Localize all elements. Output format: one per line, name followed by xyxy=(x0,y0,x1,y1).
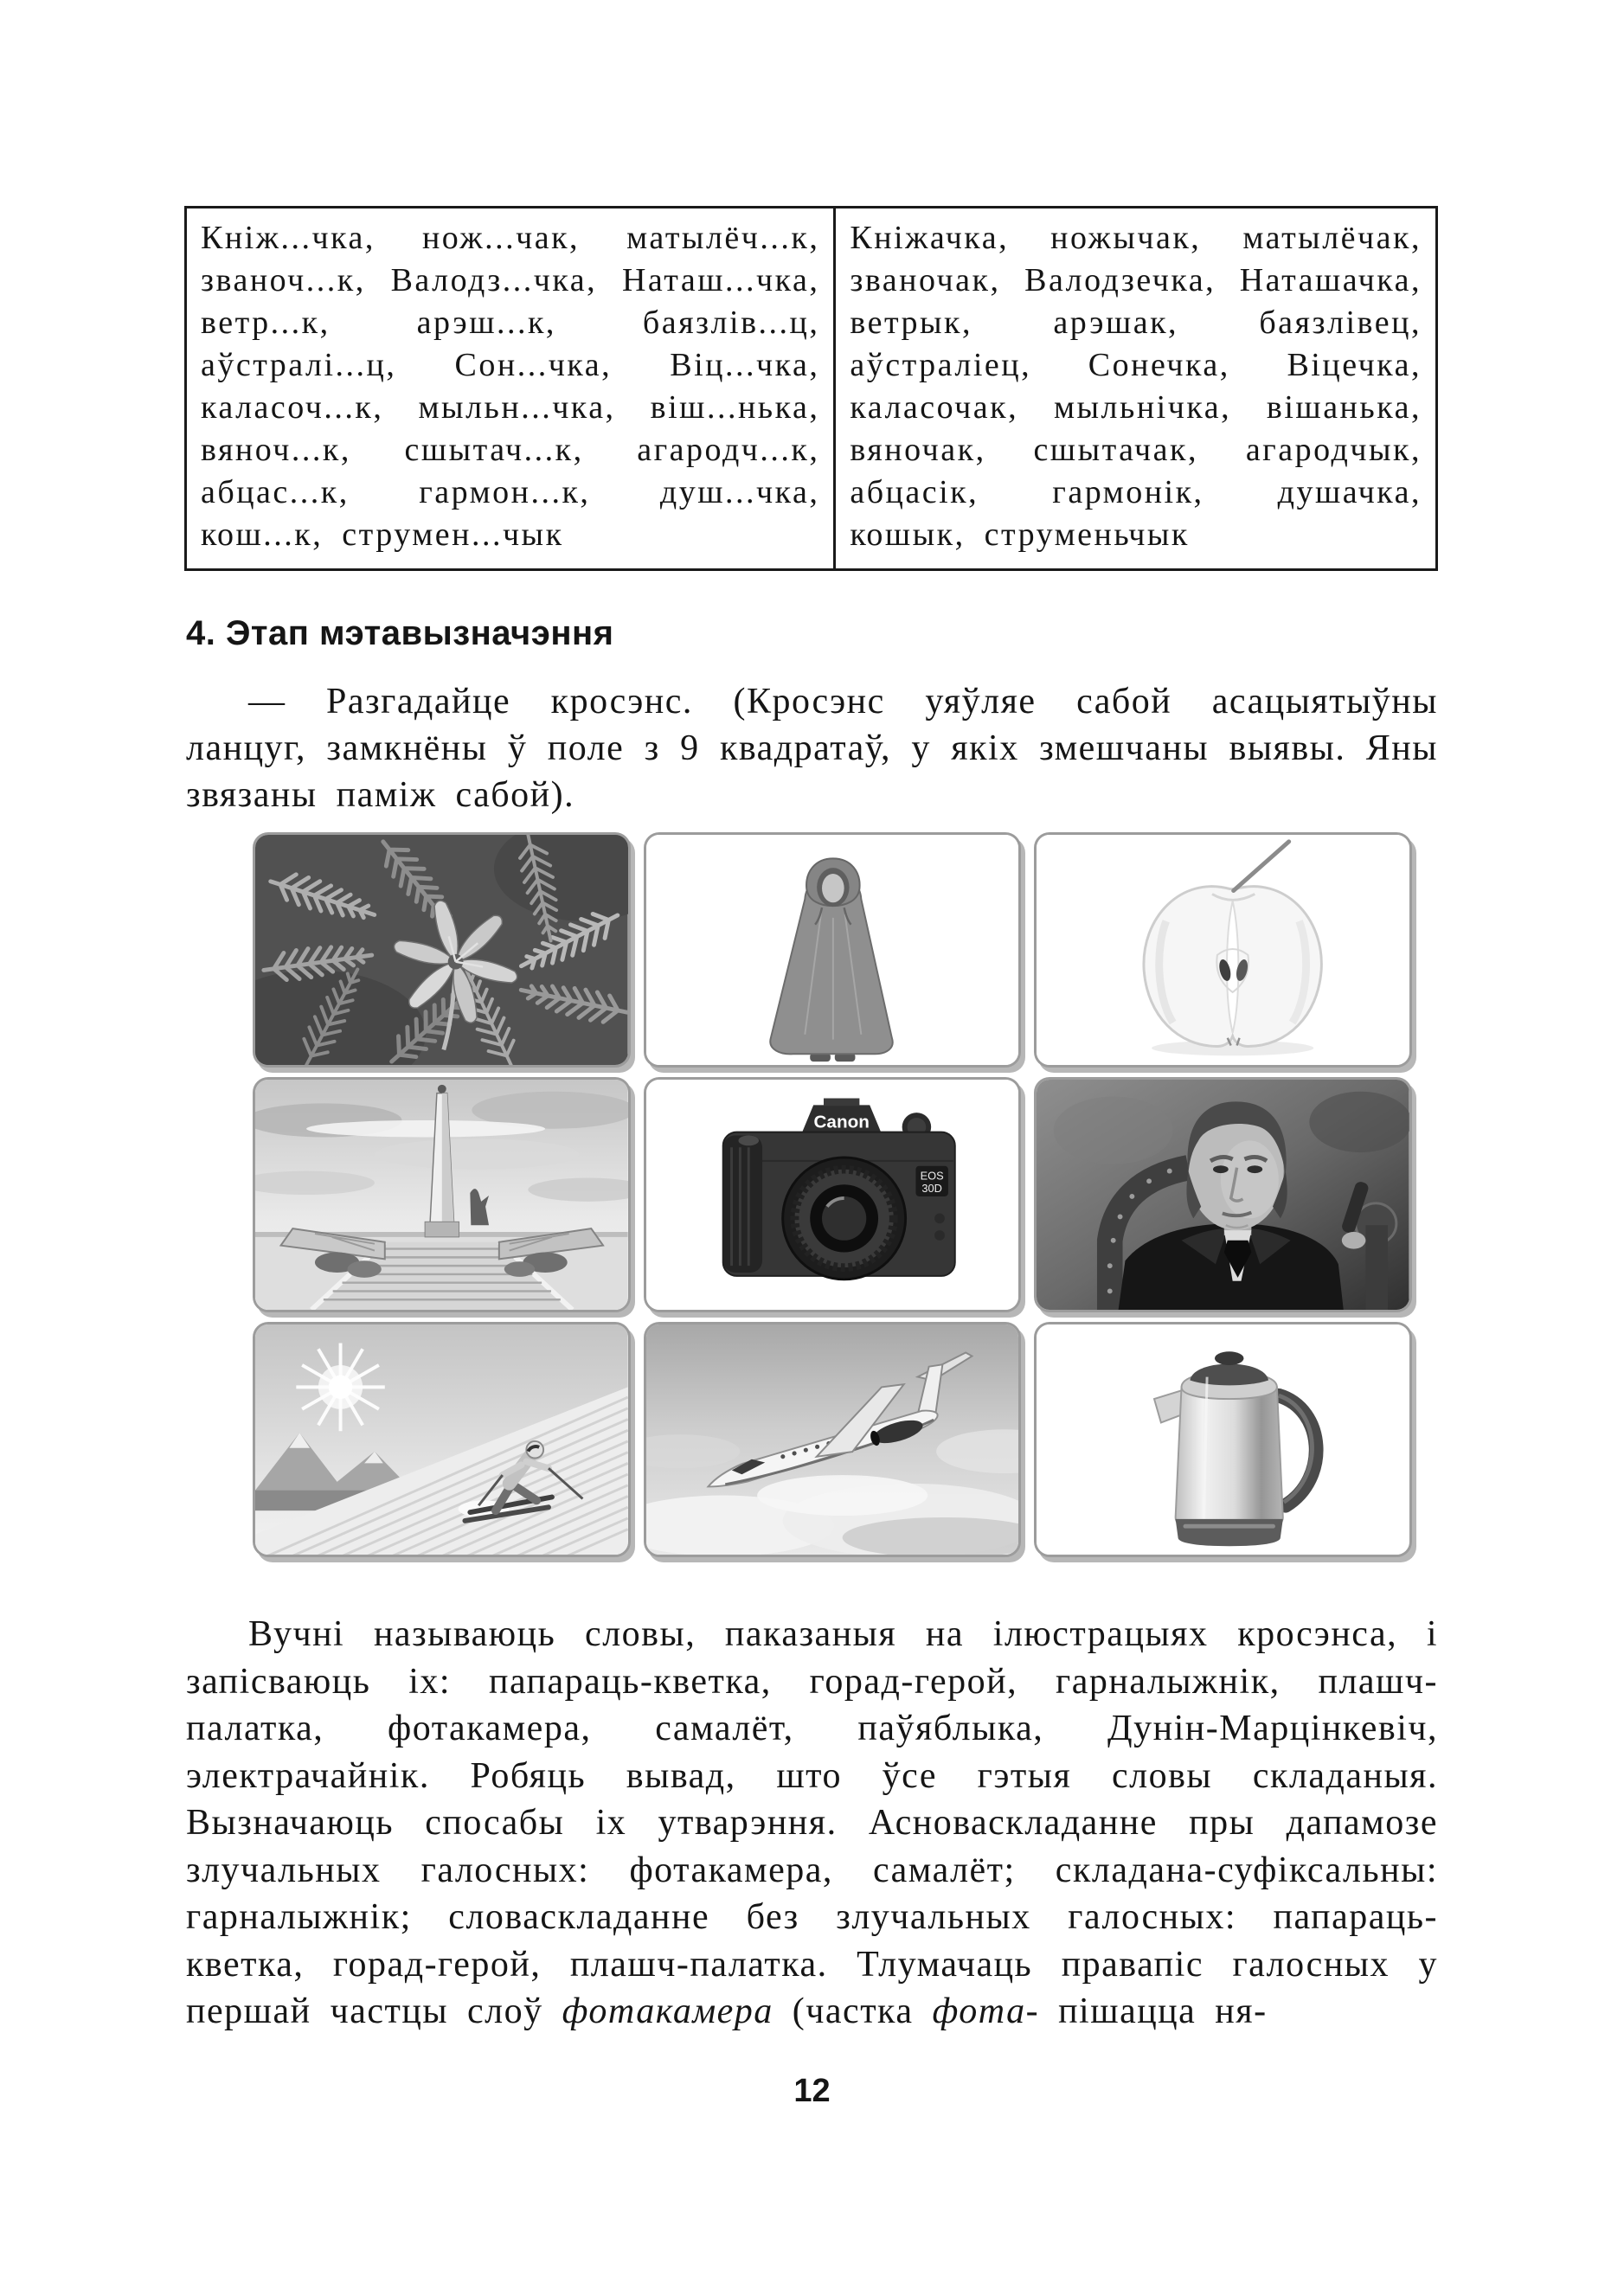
jet-airplane-image xyxy=(646,1324,1019,1555)
crossens-grid xyxy=(253,832,1412,1557)
crossens-cell-kettle xyxy=(1034,1322,1412,1557)
photo-camera-image xyxy=(646,1080,1019,1310)
table-column-unsolved: Кніж...чка, нож...чак, матылёч...к, званоч...к, Валодз...чка, Наташ...чка, ветр...к, арэш...к, баязлів...ц, аўстралі...ц, Сон...чка, Віц...чка, каласоч...к, мыльн...чка, віш...нька, вяноч...к, сшытач...к, агародч...к, абцас...к, гармон...к, душ...чка, кош...к, струмен...чык xyxy=(187,208,836,568)
camera-model-bottom-label: 30D xyxy=(921,1182,942,1196)
fern-flower-image xyxy=(255,835,628,1065)
exercise-words-table xyxy=(184,206,1438,571)
crossens-cell-camera xyxy=(644,1077,1022,1312)
electric-kettle-image xyxy=(1037,1324,1409,1555)
crossens-cell-airplane xyxy=(644,1322,1022,1557)
crossens-cell-monument xyxy=(253,1077,631,1312)
apple-half-image xyxy=(1037,835,1409,1065)
crossens-cell-fern-flower xyxy=(253,832,631,1068)
discussion-italic-word: фотакамера xyxy=(562,1991,773,2031)
section-heading: 4. Этап мэтавызначэння xyxy=(186,614,614,652)
discussion-part2: (частка xyxy=(773,1991,933,2031)
hero-city-monument-image xyxy=(255,1080,628,1310)
rain-cape-person-image xyxy=(646,835,1019,1065)
camera-model-top-label: EOS xyxy=(920,1169,944,1183)
crossens-cell-portrait xyxy=(1034,1077,1412,1312)
crossens-cell-skier xyxy=(253,1322,631,1557)
intro-paragraph: — Разгадайце кросэнс. (Кросэнс уяўляе сабой асацыятыўны ланцуг, замкнёны ў поле з 9 квадратаў, у якіх змешчаны выявы. Яны звязаны паміж сабой). xyxy=(186,682,1438,815)
page-number: 12 xyxy=(793,2073,831,2109)
discussion-paragraph xyxy=(186,1611,1438,2036)
man-portrait-image xyxy=(1037,1080,1409,1310)
discussion-part3: пішацца ня- xyxy=(1039,1991,1268,2031)
camera-brand-label: Canon xyxy=(813,1112,870,1132)
crossens-cell-rain-cape xyxy=(644,832,1022,1068)
discussion-part1: Вучні называюць словы, паказаныя на ілюстрацыях кросэнса, і запісваюць іх: папараць-кветка, горад-герой, гарналыжнік, плашч-палатка, фотакамера, самалёт, паўяблыка, Дунін-Марцінкевіч, электрачайнік. Робяць вывад, што ўсе гэтыя словы складаныя. Вызначаюць спосабы іх утварэння. Асноваскладанне пры дапамозе злучальных галосных: фотакамера, самалёт; складана-суфіксальны: гарналыжнік; словаскладанне без злучальных галосных: папараць-кветка, горад-герой, плашч-палатка. Тлумачаць правапіс галосных у першай частцы слоў xyxy=(186,1614,1438,2031)
table-column-solved: Кніжачка, ножычак, матылёчак, званочак, Валодзечка, Наташачка, ветрык, арэшак, баязлівец, аўстраліец, Сонечка, Віцечка, каласочак, мыльнічка, вішанька, вяночак, сшытачак, агародчык, абцасік, гармонік, душачка, кошык, струменьчык xyxy=(850,220,1422,553)
discussion-italic-prefix: фота- xyxy=(932,1991,1040,2031)
camera-grip xyxy=(722,1136,761,1273)
crossens-cell-apple-half xyxy=(1034,832,1412,1068)
alpine-skier-image xyxy=(255,1324,628,1555)
